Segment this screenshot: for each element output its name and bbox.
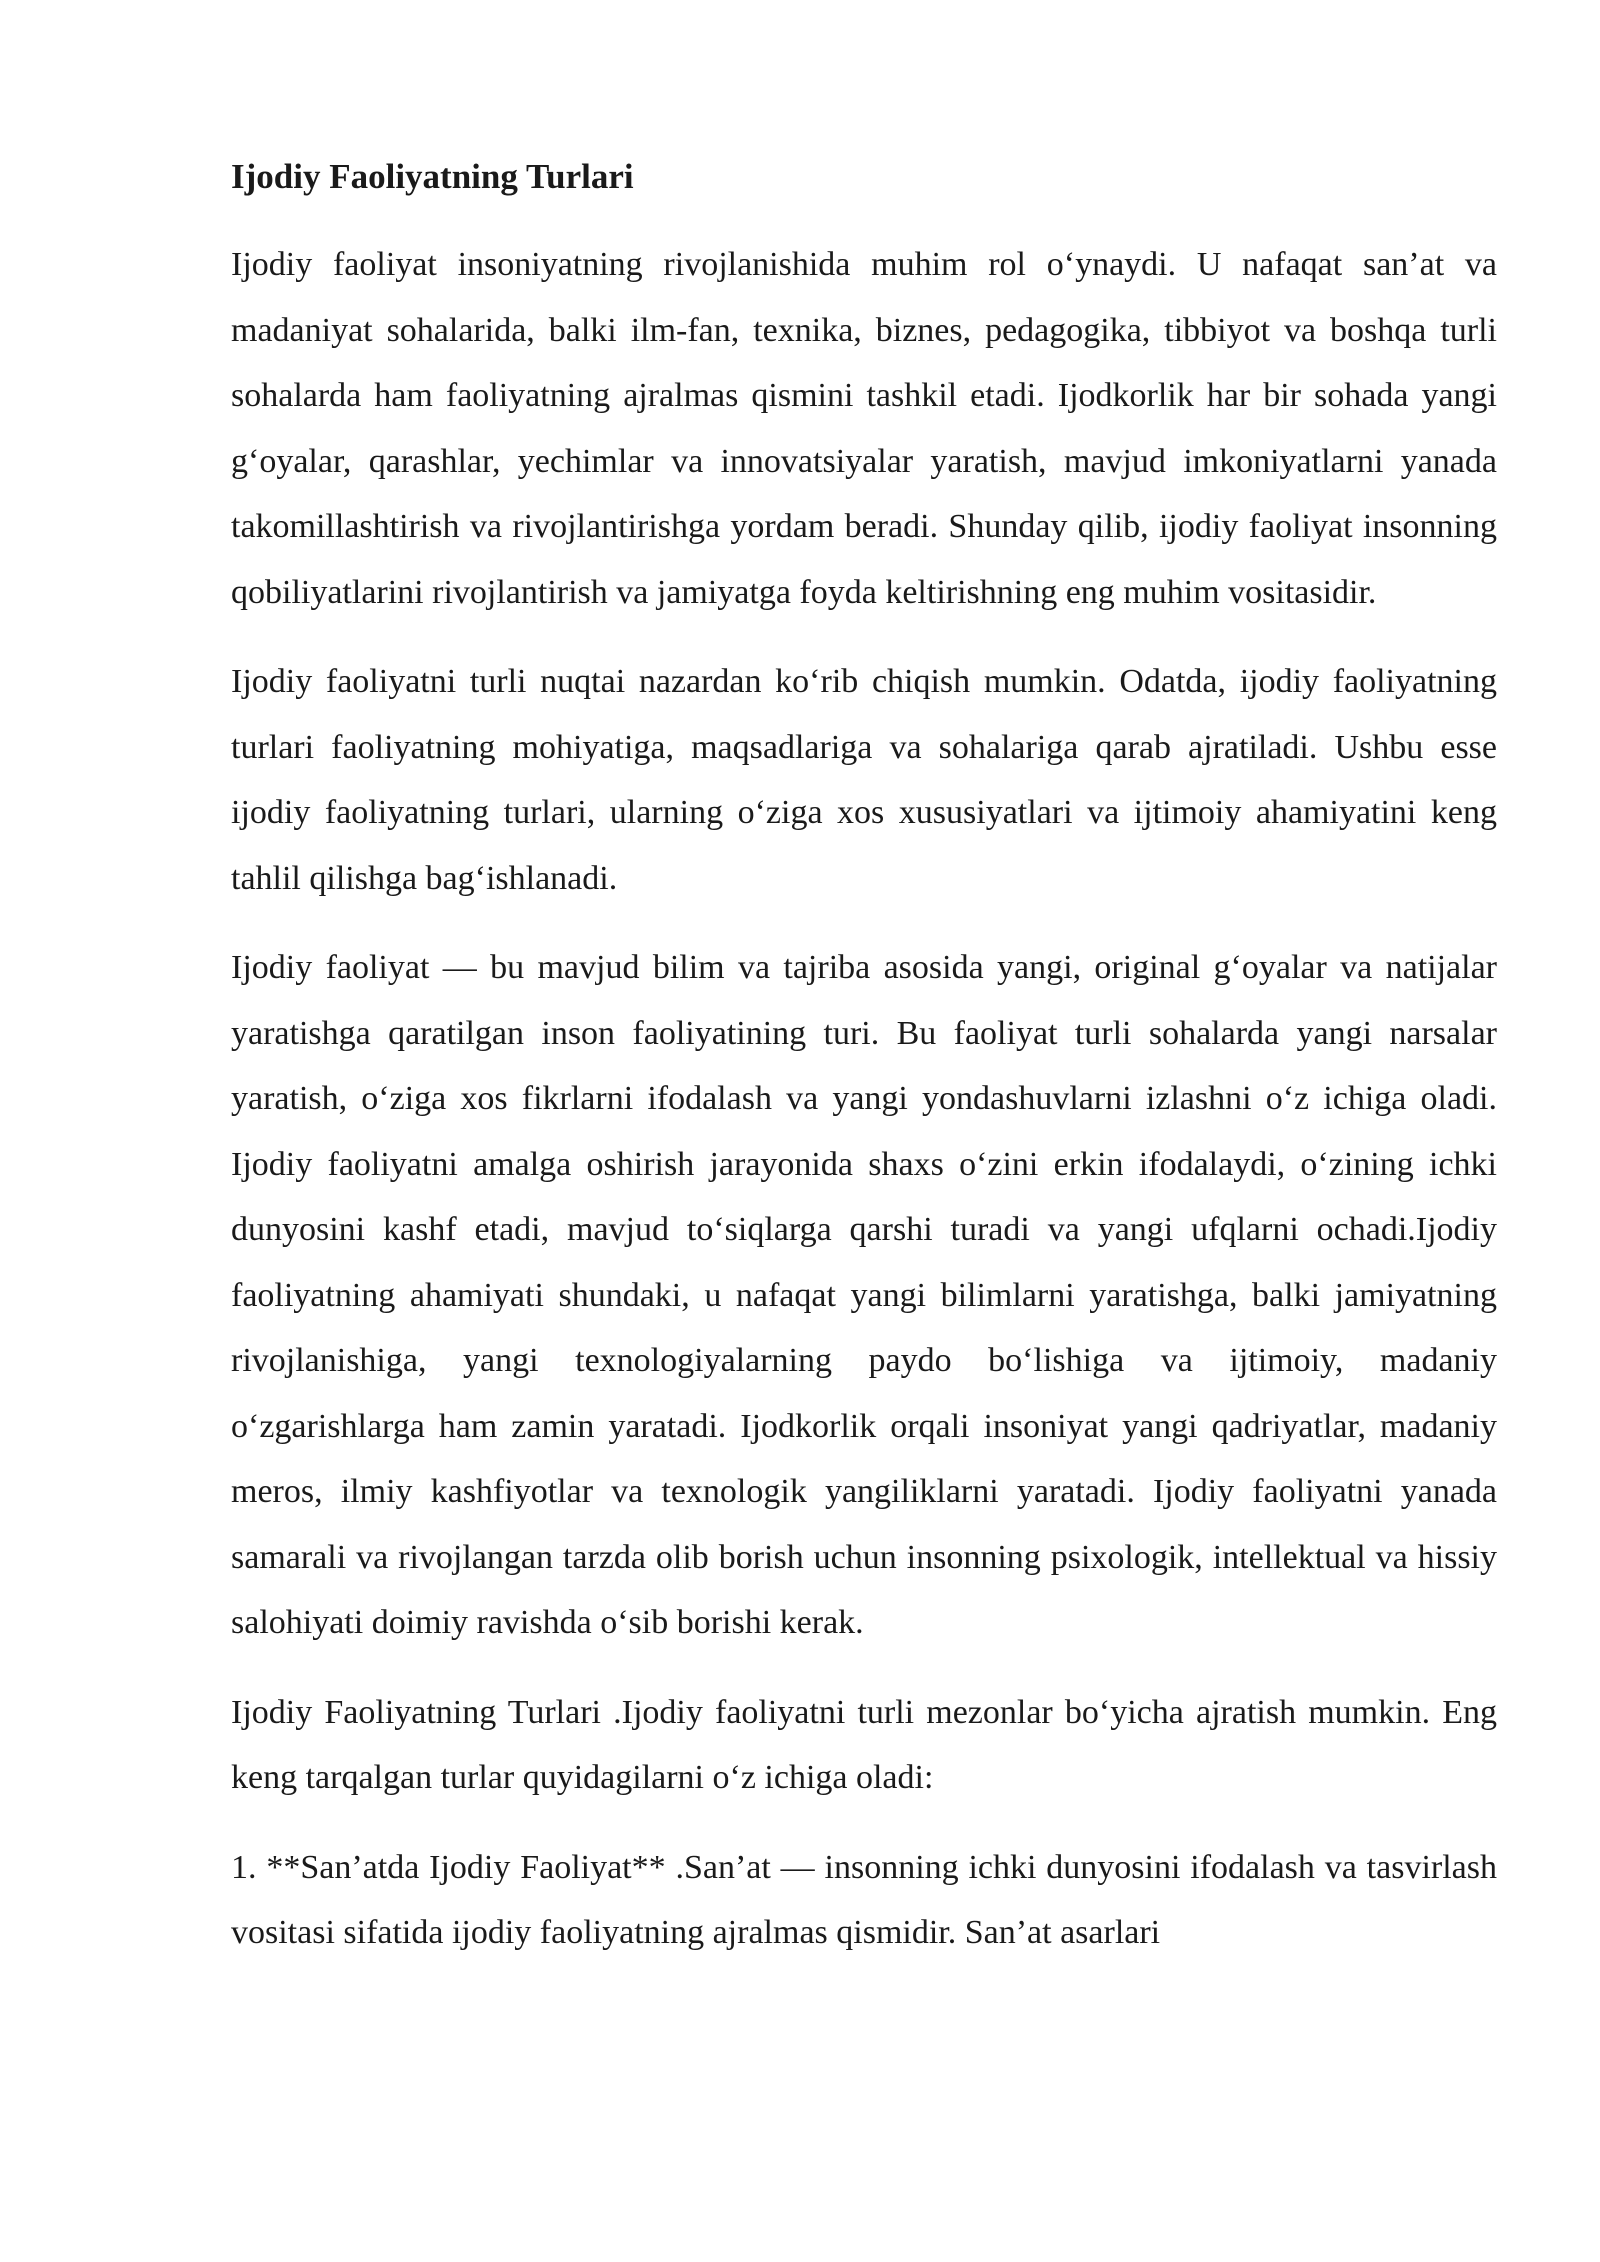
paragraph-art-creativity: 1. **San’atda Ijodiy Faoliyat** .San’at — insonning ichki dunyosini ifodalash va tasvirlash vositasi sifatida ijodiy faoliyatning ajralmas qismidir. San’at asarlari — [231, 1848, 1497, 1951]
paragraph-types-overview: Ijodiy faoliyatni turli nuqtai nazardan ko‘rib chiqish mumkin. Odatda, ijodiy faoliyatning turlari faoliyatning mohiyatiga, maqsadlariga va sohalariga qarab ajratiladi. Ushbu esse ijodiy faoliyatning turlari, ularning o‘ziga xos xususiyatlari va ijtimoiy ahamiyatini keng tahlil qilishga bag‘ishlanadi. — [231, 663, 1497, 897]
paragraph-intro: Ijodiy faoliyat insoniyatning rivojlanishida muhim rol o‘ynaydi. U nafaqat san’at va madaniyat sohalarida, balki ilm-fan, texnika, biznes, pedagogika, tibbiyot va boshqa turli sohalarda ham faoliyatning ajralmas qismini tashkil etadi. Ijodkorlik har bir sohada yangi g‘oyalar, qarashlar, yechimlar va innovatsiyalar yaratish, mavjud imkoniyatlarni yanada takomillashtirish va rivojlantirishga yordam beradi. Shunday qilib, ijodiy faoliyat insonning qobiliyatlarini rivojlantirish va jamiyatga foyda keltirishning eng muhim vositasidir. — [231, 246, 1497, 611]
paragraph-definition: Ijodiy faoliyat — bu mavjud bilim va tajriba asosida yangi, original g‘oyalar va natijalar yaratishga qaratilgan inson faoliyatining turi. Bu faoliyat turli sohalarda yangi narsalar yaratish, o‘ziga xos fikrlarni ifodalash va yangi yondashuvlarni izlashni o‘z ichiga oladi. Ijodiy faoliyatni amalga oshirish jarayonida shaxs o‘zini erkin ifodalaydi, o‘zining ichki dunyosini kashf etadi, mavjud to‘siqlarga qarshi turadi va yangi ufqlarni ochadi.Ijodiy faoliyatning ahamiyati shundaki, u nafaqat yangi bilimlarni yaratishga, balki jamiyatning rivojlanishiga, yangi texnologiyalarning paydo bo‘lishiga va ijtimoiy, madaniy o‘zgarishlarga ham zamin yaratadi. Ijodkorlik orqali insoniyat yangi qadriyatlar, madaniy meros, ilmiy kashfiyotlar va texnologik yangiliklarni yaratadi. Ijodiy faoliyatni yanada samarali va rivojlangan tarzda olib borish uchun insonning psixologik, intellektual va hissiy salohiyati doimiy ravishda o‘sib borishi kerak. — [231, 949, 1497, 1641]
document-title: Ijodiy Faoliyatning Turlari — [231, 157, 634, 196]
paragraph-types-intro: Ijodiy Faoliyatning Turlari .Ijodiy faoliyatni turli mezonlar bo‘yicha ajratish mumkin. Eng keng tarqalgan turlar quyidagilarni o‘z ichiga oladi: — [231, 1693, 1497, 1796]
document-page — [231, 150, 1497, 1966]
